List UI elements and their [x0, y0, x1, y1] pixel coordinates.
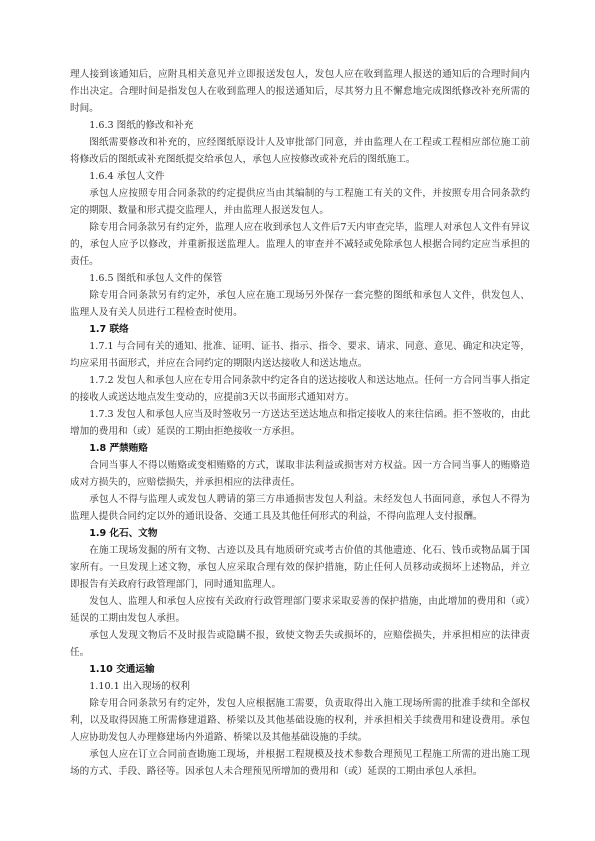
subsection-heading: 1.6.4 承包人文件 [89, 171, 165, 182]
paragraph: 除专用合同条款另有约定外，承包人应在施工现场另外保存一套完整的图纸和承包人文件，供发包人、监理人及有关人员进行工程检查时使用。 [70, 290, 530, 318]
paragraph: 除专用合同条款另有约定外，发包人应根据施工需要，负责取得出入施工现场所需的批准手续和全部权利，以及取得因施工所需修建道路、桥梁以及其他基础设施的权利，并承担相关手续费用和建设费用。承包人应协助发包人办理修建场内外道路、桥梁以及其他基础设施的手续。 [70, 698, 530, 743]
paragraph: 承包人应在订立合同前查勘施工现场，并根据工程规模及技术参数合理预见工程施工所需的进出施工现场的方式、手段、路径等。因承包人未合理预见所增加的费用和（或）延误的工期由承包人承担。 [70, 749, 530, 777]
subsection-heading: 1.6.3 图纸的修改和补充 [89, 120, 194, 131]
paragraph: 承包人应按照专用合同条款的约定提供应当由其编制的与工程施工有关的文件，并按照专用合同条款约定的期限、数量和形式提交监理人，并由监理人报送发包人。 [70, 188, 530, 216]
section-heading: 1.8 严禁贿赂 [89, 443, 148, 454]
section-heading: 1.7 联络 [89, 324, 129, 335]
paragraph: 除专用合同条款另有约定外，监理人应在收到承包人文件后7天内审查完毕，监理人对承包人文件有异议的，承包人应予以修改，并重新报送监理人。监理人的审查并不减轻或免除承包人根据合同约定应当承担的责任。 [70, 222, 530, 267]
subsection-heading: 1.10.1 出入现场的权利 [89, 681, 190, 692]
document-body [70, 66, 530, 780]
paragraph: 理人接到该通知后，应附具相关意见并立即报送发包人，发包人应在收到监理人报送的通知后的合理时间内作出决定。合理时间是指发包人在收到监理人的报送通知后，尽其努力且不懈怠地完成图纸修改补充所需的时间。 [70, 69, 530, 114]
paragraph: 1.7.2 发包人和承包人应在专用合同条款中约定各自的送达接收人和送达地点。任何一方合同当事人指定的接收人或送达地点发生变动的，应提前3天以书面形式通知对方。 [70, 375, 530, 403]
paragraph: 图纸需要修改和补充的，应经图纸原设计人及审批部门同意，并由监理人在工程或工程相应部位施工前将修改后的图纸或补充图纸提交给承包人，承包人应按修改或补充后的图纸施工。 [70, 137, 530, 165]
paragraph: 发包人、监理人和承包人应按有关政府行政管理部门要求采取妥善的保护措施，由此增加的费用和（或）延误的工期由发包人承担。 [70, 596, 530, 624]
paragraph: 承包人发现文物后不及时报告或隐瞒不报，致使文物丢失或损坏的，应赔偿损失，并承担相应的法律责任。 [70, 630, 530, 658]
section-heading: 1.9 化石、文物 [89, 528, 158, 539]
paragraph: 1.7.3 发包人和承包人应当及时签收另一方送达至送达地点和指定接收人的来往信函。拒不签收的，由此增加的费用和（或）延误的工期由拒绝接收一方承担。 [70, 409, 530, 437]
paragraph: 合同当事人不得以贿赂或变相贿赂的方式，谋取非法利益或损害对方权益。因一方合同当事人的贿赂造成对方损失的，应赔偿损失，并承担相应的法律责任。 [70, 460, 530, 488]
subsection-heading: 1.6.5 图纸和承包人文件的保管 [89, 273, 223, 284]
paragraph: 1.7.1 与合同有关的通知、批准、证明、证书、指示、指令、要求、请求、同意、意见、确定和决定等，均应采用书面形式，并应在合同约定的期限内送达接收人和送达地点。 [70, 341, 530, 369]
paragraph: 在施工现场发掘的所有文物、古迹以及具有地质研究或考古价值的其他遗迹、化石、钱币或物品属于国家所有。一旦发现上述文物，承包人应采取合理有效的保护措施，防止任何人员移动或损坏上述物品，并立即报告有关政府行政管理部门，同时通知监理人。 [70, 545, 530, 590]
section-heading: 1.10 交通运输 [89, 664, 155, 675]
paragraph: 承包人不得与监理人或发包人聘请的第三方串通损害发包人利益。未经发包人书面同意，承包人不得为监理人提供合同约定以外的通讯设备、交通工具及其他任何形式的利益，不得向监理人支付报酬。 [70, 494, 530, 522]
